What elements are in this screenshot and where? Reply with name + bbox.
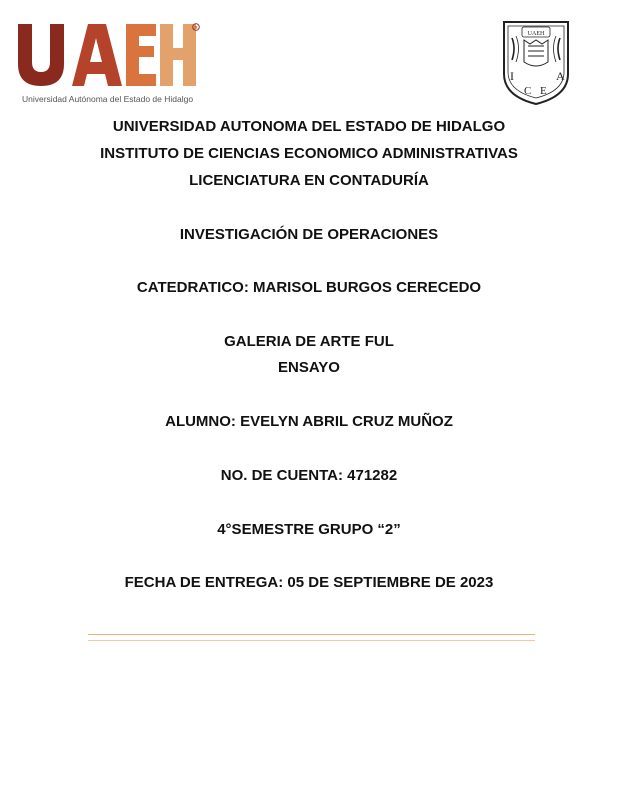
work-title: GALERIA DE ARTE FUL — [224, 333, 394, 350]
shield-letter-a: A — [556, 69, 565, 83]
uaeh-logo-letter-u — [18, 24, 64, 86]
student-name: ALUMNO: EVELYN ABRIL CRUZ MUÑOZ — [165, 413, 453, 430]
uaeh-logo-letter-e — [126, 24, 156, 86]
svg-text:R: R — [194, 25, 198, 30]
shield-letter-c: C — [524, 85, 532, 97]
semester-group: 4°SEMESTRE GRUPO “2” — [217, 521, 401, 538]
divider-line-bottom — [88, 640, 535, 641]
due-date: FECHA DE ENTREGA: 05 DE SEPTIEMBRE DE 2023 — [124, 574, 494, 591]
degree-name: LICENCIATURA EN CONTADURÍA — [189, 172, 429, 189]
shield-letter-e: E — [540, 85, 547, 97]
subject-name: INVESTIGACIÓN DE OPERACIONES — [179, 226, 439, 243]
uaeh-logo-letter-a — [72, 24, 122, 86]
divider-line-top — [88, 634, 535, 635]
university-name: UNIVERSIDAD AUTONOMA DEL ESTADO DE HIDALGO — [112, 118, 506, 135]
work-type: ENSAYO — [278, 359, 340, 376]
account-number: NO. DE CUENTA: 471282 — [220, 467, 398, 484]
uaeh-tagline: Universidad Autónoma del Estado de Hidalgo — [22, 94, 194, 104]
icea-shield-logo — [498, 18, 574, 106]
teacher-name: CATEDRATICO: MARISOL BURGOS CERECEDO — [136, 279, 482, 296]
shield-letter-i: I — [510, 69, 514, 83]
shield-banner-text: UAEH — [527, 31, 545, 37]
shield-emblem — [524, 40, 548, 66]
institute-name: INSTITUTO DE CIENCIAS ECONOMICO ADMINISTRATIVAS — [100, 145, 518, 162]
uaeh-logo-letter-h — [160, 24, 196, 86]
